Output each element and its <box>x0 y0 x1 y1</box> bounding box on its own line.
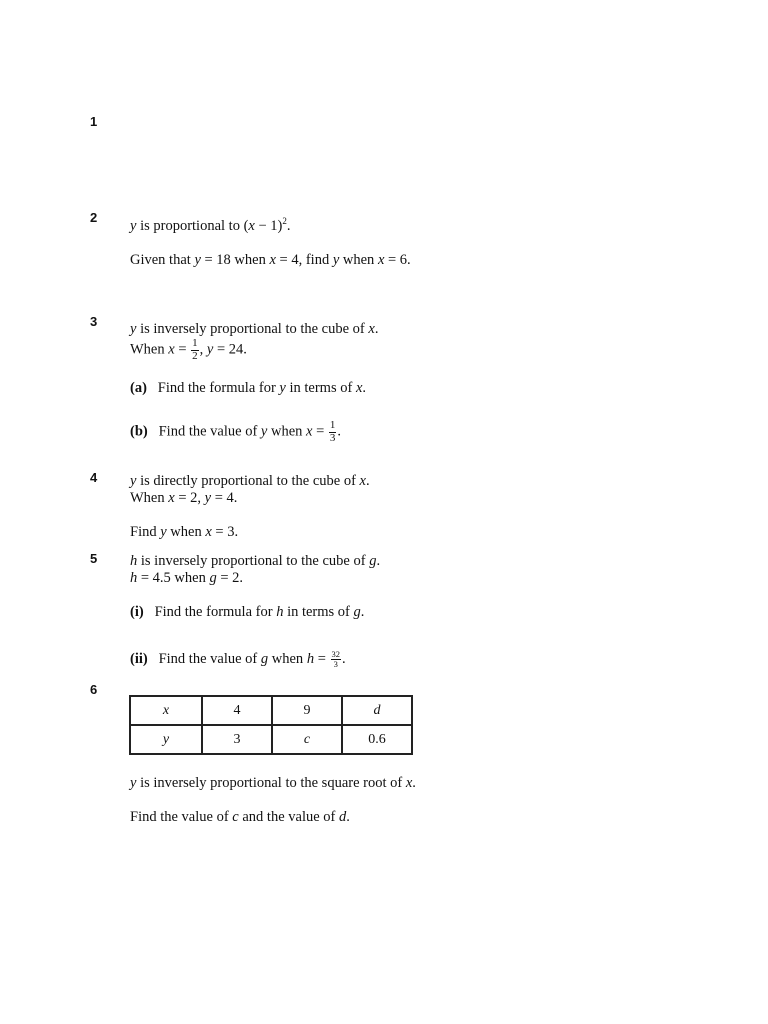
table-cell: x <box>130 696 202 725</box>
q3-condition: When x = $\frac{1}{2}$ , y = 24. <box>130 337 247 362</box>
q3-statement: y is inversely proportional to the cube of x. <box>130 321 379 337</box>
question-number-6: 6 <box>90 682 98 697</box>
q3-part-b: (b) Find the value of y when x = $\frac{1}{3}$ . <box>130 419 342 444</box>
table-row <box>130 725 412 754</box>
question-number-5: 5 <box>90 551 98 566</box>
question-number-2: 2 <box>90 210 98 225</box>
values-table <box>129 695 413 755</box>
question-number-3: 3 <box>90 314 98 329</box>
q6-task: Find the value of c and the value of d. <box>130 809 350 825</box>
q6-statement: y is inversely proportional to the square root of x. <box>130 775 416 791</box>
q5-statement: h is inversely proportional to the cube of g. <box>130 553 381 569</box>
table-cell: d <box>342 696 412 725</box>
fraction: $\frac{32}{3}$ <box>331 649 340 669</box>
q3-part-a: (a) Find the formula for y in terms of x. <box>130 380 366 396</box>
q2-given: Given that y = 18 when x = 4, find y when x = 6. <box>130 252 411 268</box>
q2-statement: y is proportional to $(x - 1)^2$. <box>130 216 291 234</box>
fraction: $\frac{1}{3}$ <box>329 419 336 444</box>
table-cell: c <box>272 725 342 754</box>
q4-condition: When x = 2, y = 4. <box>130 490 238 506</box>
table-cell: 3 <box>202 725 272 754</box>
table-cell: 4 <box>202 696 272 725</box>
q4-statement: y is directly proportional to the cube of x. <box>130 473 370 489</box>
table-cell: 0.6 <box>342 725 412 754</box>
q5-condition: h = 4.5 when g = 2. <box>130 570 244 586</box>
question-number-1: 1 <box>90 114 98 129</box>
fraction: $\frac{1}{2}$ <box>192 337 198 362</box>
question-number-4: 4 <box>90 470 98 485</box>
q5-part-ii: (ii) Find the value of g when h = $\frac{32}{3}$ . <box>130 649 346 669</box>
table-cell: 9 <box>272 696 342 725</box>
table-row <box>130 696 412 725</box>
q4-task: Find y when x = 3. <box>130 524 239 540</box>
q5-part-i: (i) Find the formula for h in terms of g. <box>130 604 365 620</box>
table-cell: y <box>130 725 202 754</box>
